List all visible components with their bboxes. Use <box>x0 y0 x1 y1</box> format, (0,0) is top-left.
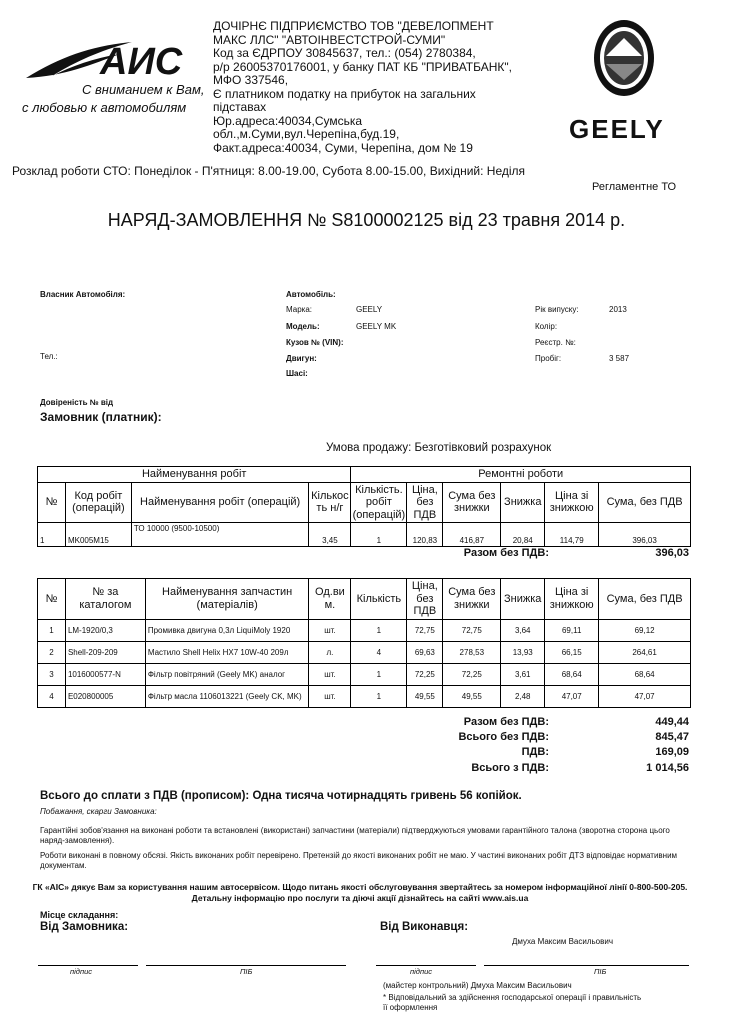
cell-disc-price: 68,64 <box>545 663 599 685</box>
col-header: Ціна зі знижкою <box>545 482 599 523</box>
service-type: Регламентне ТО <box>592 181 677 193</box>
executor-name: Дмуха Максим Васильович <box>512 937 613 946</box>
cell-unit: шт. <box>309 619 351 641</box>
sign-caption: підпис <box>70 967 92 976</box>
vin-label: Кузов № (VIN): <box>286 338 344 347</box>
engine-label: Двигун: <box>286 354 317 363</box>
cell-total: 69,12 <box>599 619 691 641</box>
total-label: Всього з ПДВ: <box>471 762 549 774</box>
ais-bird-icon <box>22 36 202 86</box>
cell-qty: 1 <box>351 523 407 547</box>
cell-catalog: LM-1920/0,3 <box>65 619 145 641</box>
total-line <box>380 746 689 760</box>
cell-disc-price: 69,11 <box>545 619 599 641</box>
table-row <box>38 523 691 547</box>
geely-logo <box>565 16 685 144</box>
customer-sign-line <box>38 965 138 966</box>
warranty-note: Гарантійні зобов'язання на виконані роботи та встановлені (використані) запчастини (матеріали) підтверджуються умовами гарантійного талона (зворотна сторона цього наряд-замовлення). <box>40 826 670 845</box>
company-line: підставах <box>213 100 267 114</box>
name-caption: ПІБ <box>240 967 253 976</box>
total-line <box>380 731 689 745</box>
company-line: обл.,м.Суми,вул.Черепіна,буд.19, <box>213 127 400 141</box>
cell-no: 4 <box>38 685 66 707</box>
year-value: 2013 <box>609 305 627 314</box>
geely-emblem-icon <box>591 16 657 106</box>
cell-unit: шт. <box>309 663 351 685</box>
cell-catalog: E020800005 <box>65 685 145 707</box>
total-value: 169,09 <box>655 746 689 758</box>
from-customer-label: Від Замовника: <box>40 921 129 933</box>
owner-label: Власник Автомобіля: <box>40 290 126 299</box>
table-row <box>38 641 691 663</box>
thanks-note: ГК «АІС» дякує Вам за користування нашим автосервісом. Щодо питань якості обслуговування звертайтесь за номером інформаційної лінії 0-800-500-205. Детальну інформацію про послуги та діючі акції дізнайтесь на сайті www.ais.ua <box>32 882 688 903</box>
col-header: Кількість. робіт (операцій) <box>352 483 406 521</box>
work-schedule: Розклад роботи СТО: Понеділок - П'ятниця: 8.00-19.00, Субота 8.00-15.00, Вихідний: Неділя <box>12 164 526 178</box>
cell-total: 264,61 <box>599 641 691 663</box>
cell-discount: 3,64 <box>501 619 545 641</box>
company-line: Є платником податку на прибуток на загальних <box>213 86 476 101</box>
cell-discount: 3,61 <box>501 663 545 685</box>
col-header: Ціна зі знижкою <box>545 579 599 620</box>
col-header: Ціна, без ПДВ <box>407 482 443 523</box>
mileage-value: 3 587 <box>609 354 630 363</box>
customer-wishes-label: Побажання, скарги Замовника: <box>40 807 157 816</box>
from-executor-label: Від Виконавця: <box>380 921 469 933</box>
brand-value: GEELY <box>356 305 383 314</box>
executor-sign-line <box>376 965 476 966</box>
cell-hours: 3,45 <box>309 523 351 547</box>
col-header: Знижка <box>501 482 545 523</box>
cell-no: 3 <box>38 663 66 685</box>
col-header: Кількос ть н/г <box>309 482 351 523</box>
col-header: Сума без знижки <box>443 579 501 620</box>
cell-disc-price: 66,15 <box>545 641 599 663</box>
works-group-header: Найменування робіт <box>38 467 351 483</box>
mileage-label: Пробіг: <box>535 354 562 363</box>
cell-qty: 1 <box>351 685 407 707</box>
cell-catalog: Shell-209-209 <box>65 641 145 663</box>
cell-price: 120,83 <box>407 523 443 547</box>
total-in-words: Всього до сплати з ПДВ (прописом): Одна тисяча чотирнадцять гривень 56 копійок. <box>40 790 522 802</box>
company-line: МФО 337546, <box>213 73 289 87</box>
total-line <box>380 762 689 776</box>
company-line: р/р 26005370176001, у банку ПАТ КБ "ПРИВАТБАНК", <box>213 59 513 74</box>
work-done-note: Роботи виконані в повному обсязі. Якість виконаних робіт перевірено. Претензій до якості виконаних робіт не маю. У частині виконаних робіт ДТЗ відповідає нормативним документам. <box>40 851 678 870</box>
col-header: Сума, без ПДВ <box>599 579 691 620</box>
ais-logo <box>22 36 205 128</box>
master-controller: (майстер контрольний) Дмуха Максим Васильович <box>383 981 572 990</box>
cell-sum: 49,55 <box>443 685 501 707</box>
cell-sum: 72,25 <box>443 663 501 685</box>
cell-discount: 2,48 <box>501 685 545 707</box>
total-line <box>380 716 689 730</box>
company-line: Юр.адреса:40034,Сумська <box>213 113 363 128</box>
col-header: № за каталогом <box>65 579 145 620</box>
customer-label: Замовник (платник): <box>40 410 162 424</box>
cell-name: Фільтр масла 1106013221 (Geely CK, MK) <box>145 685 309 707</box>
table-row <box>38 619 691 641</box>
sale-terms: Умова продажу: Безготівковий розрахунок <box>326 442 552 454</box>
cell-no: 2 <box>38 641 66 663</box>
customer-name-line <box>146 965 346 966</box>
cell-total: 47,07 <box>599 685 691 707</box>
cell-discount: 13,93 <box>501 641 545 663</box>
table-row <box>38 685 691 707</box>
cell-disc-price: 47,07 <box>545 685 599 707</box>
place-label: Місце складання: <box>40 910 119 920</box>
cell-discount: 20,84 <box>501 523 545 547</box>
works-total-label: Разом без ПДВ: <box>463 547 549 559</box>
cell-no: 1 <box>38 523 66 547</box>
year-label: Рік випуску: <box>535 305 579 314</box>
total-value: 1 014,56 <box>646 762 689 774</box>
total-label: ПДВ: <box>521 746 549 758</box>
total-value: 449,44 <box>655 716 689 728</box>
cell-sum: 416,87 <box>443 523 501 547</box>
total-label: Всього без ПДВ: <box>458 731 549 743</box>
cell-code: MK005M15 <box>65 523 131 547</box>
ais-slogan-line1: С вниманием к Вам, <box>82 82 205 97</box>
col-header: Код робіт (операцій) <box>65 482 131 523</box>
cell-qty: 1 <box>351 619 407 641</box>
cell-price: 72,25 <box>407 663 443 685</box>
works-total-value: 396,03 <box>655 547 689 559</box>
cell-sum: 72,75 <box>443 619 501 641</box>
cell-qty: 4 <box>351 641 407 663</box>
executor-name-line <box>484 965 689 966</box>
cell-disc-price: 114,79 <box>545 523 599 547</box>
reg-label: Реєстр. №: <box>535 338 576 347</box>
col-header: Кількість <box>351 579 407 620</box>
col-header: Знижка <box>501 579 545 620</box>
col-header: № <box>38 579 66 620</box>
total-label: Разом без ПДВ: <box>463 716 549 728</box>
cell-no: 1 <box>38 619 66 641</box>
cell-qty: 1 <box>351 663 407 685</box>
chassis-label: Шасі: <box>286 369 308 378</box>
page-title: НАРЯД-ЗАМОВЛЕННЯ № S8100002125 від 23 травня 2014 р. <box>107 210 626 230</box>
company-line: МАКС ЛЛС" "АВТОІНВЕСТСТРОЙ-СУМИ" <box>213 32 446 47</box>
cell-name: ТО 10000 (9500-10500) <box>131 523 309 547</box>
company-line: ДОЧІРНЄ ПІДПРИЄМСТВО ТОВ "ДЕВЕЛОПМЕНТ <box>213 19 494 33</box>
table-row <box>38 663 691 685</box>
cell-total: 396,03 <box>599 523 691 547</box>
cell-catalog: 1016000577-N <box>65 663 145 685</box>
company-line: Код за ЄДРПОУ 30845637, тел.: (054) 2780384, <box>213 46 476 60</box>
cell-sum: 278,53 <box>443 641 501 663</box>
col-header: Найменування робіт (операцій) <box>131 482 309 523</box>
col-header: Ціна, без ПДВ <box>407 579 443 620</box>
ais-logo-text: АИС <box>100 41 183 83</box>
responsible-note: * Відповідальний за здійснення господарської операції і правильність її оформлення <box>383 993 642 1012</box>
works-total <box>380 547 689 561</box>
works-table <box>37 466 691 547</box>
company-info <box>213 20 553 155</box>
cell-price: 49,55 <box>407 685 443 707</box>
cell-unit: л. <box>309 641 351 663</box>
col-header: Найменування запчастин (матеріалів) <box>145 579 309 620</box>
model-label: Модель: <box>286 322 320 331</box>
proxy-label: Довіреність № від <box>40 398 114 407</box>
phone-label: Тел.: <box>40 352 58 361</box>
col-header: № <box>38 482 66 523</box>
cell-name: Мастило Shell Helix HX7 10W-40 209л <box>145 641 309 663</box>
col-header: Сума без знижки <box>443 482 501 523</box>
cell-name: Фільтр повітряний (Geely MK) аналог <box>145 663 309 685</box>
name-caption: ПІБ <box>594 967 607 976</box>
repair-group-header: Ремонтні роботи <box>351 467 691 483</box>
model-value: GEELY MK <box>356 322 397 331</box>
cell-total: 68,64 <box>599 663 691 685</box>
cell-name: Промивка двигуна 0,3л LiquiMoly 1920 <box>145 619 309 641</box>
col-header: Од.ви м. <box>309 579 351 620</box>
brand-label: Марка: <box>286 305 312 314</box>
cell-unit: шт. <box>309 685 351 707</box>
color-label: Колір: <box>535 322 558 331</box>
parts-table <box>37 578 691 708</box>
car-section-label: Автомобіль: <box>286 290 336 299</box>
sign-caption: підпис <box>410 967 432 976</box>
col-header: Сума, без ПДВ <box>599 482 691 523</box>
geely-logo-text: GEELY <box>569 114 665 144</box>
cell-price: 72,75 <box>407 619 443 641</box>
company-line: Факт.адреса:40034, Суми, Черепіна, дом № 19 <box>213 140 473 155</box>
total-value: 845,47 <box>655 731 689 743</box>
cell-price: 69,63 <box>407 641 443 663</box>
ais-slogan-line2: с любовью к автомобилям <box>22 100 187 115</box>
